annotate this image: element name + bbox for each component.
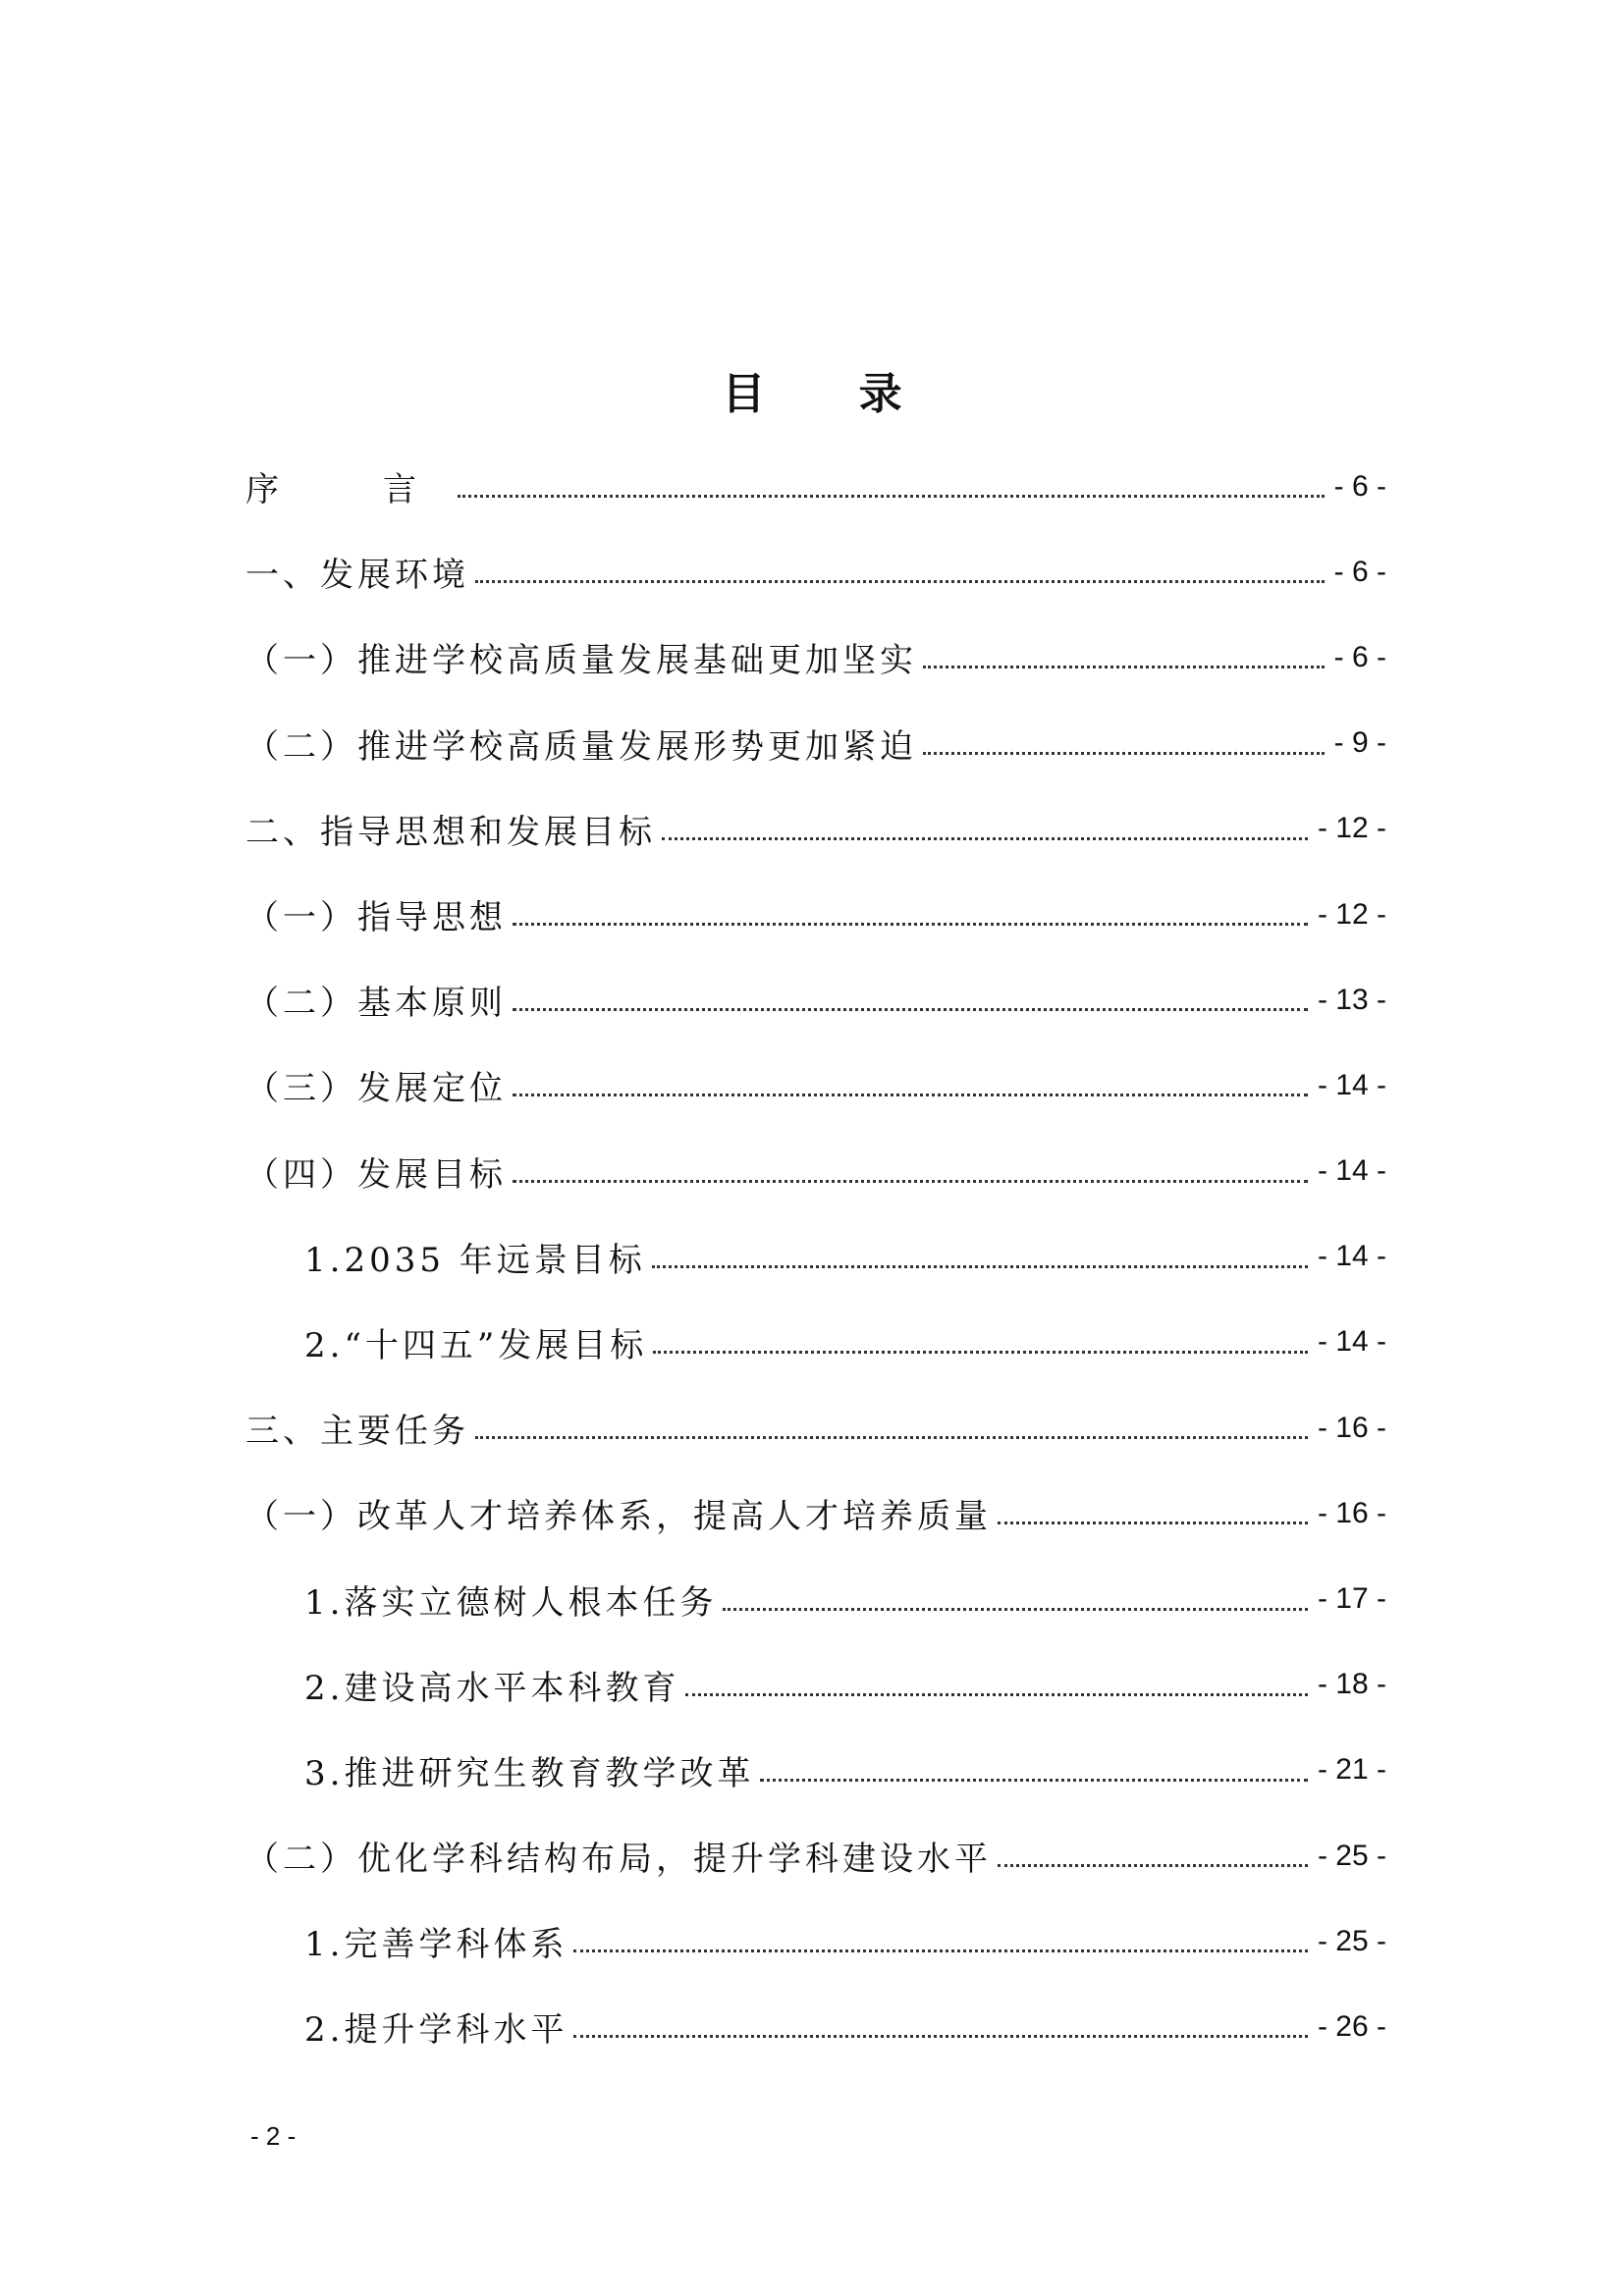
toc-entry-label: 一、发展环境 [245,556,469,596]
dot-leader [723,1608,1308,1611]
toc-entry[interactable] [245,1470,1386,1556]
toc-entry-label: 二、指导思想和发展目标 [245,812,656,852]
toc-entry[interactable] [245,614,1386,700]
dot-leader [760,1779,1308,1782]
toc-entry-page: - 6 - [1333,469,1386,503]
dot-leader [998,1864,1308,1867]
toc-entry-page: - 14 - [1317,1154,1386,1188]
dot-leader [652,1265,1308,1268]
toc-entry-page: - 17 - [1317,1582,1386,1616]
toc-entry[interactable] [245,444,1386,529]
toc-entry-page: - 25 - [1317,1924,1386,1957]
toc-entry-label: （二）推进学校高质量发展形势更加紧迫 [245,726,917,767]
toc-entry-page: - 18 - [1317,1668,1386,1701]
toc-entry-page: - 26 - [1317,2009,1386,2043]
dot-leader [513,923,1308,926]
toc-title: 目 录 [722,369,942,419]
toc-entry-page: - 6 - [1333,640,1386,673]
toc-entry[interactable] [245,1129,1386,1214]
toc-entry-label: （一）指导思想 [245,898,507,938]
dot-leader [685,1693,1308,1696]
toc-entry[interactable] [245,529,1386,614]
toc-entry-page: - 13 - [1317,983,1386,1016]
toc-entry-page: - 6 - [1333,555,1386,588]
toc-entry[interactable] [245,957,1386,1042]
toc-entry-label: （三）发展定位 [245,1069,507,1109]
toc-entry-label: 2.提升学科水平 [304,2010,568,2051]
dot-leader [573,1949,1308,1952]
toc-entry-label: 1.落实立德树人根本任务 [304,1582,718,1623]
toc-entry-label: 三、主要任务 [245,1412,469,1452]
toc-entry-page: - 14 - [1317,1325,1386,1359]
toc-entry[interactable] [245,1728,1386,1813]
toc-entry[interactable] [245,1042,1386,1128]
dot-leader [923,752,1325,755]
toc-entry[interactable] [245,1984,1386,2069]
dot-leader [573,2035,1308,2038]
toc-entry-page: - 12 - [1317,812,1386,845]
page-number-footer: - 2 - [250,2121,297,2151]
dot-leader [998,1522,1308,1524]
toc-entry[interactable] [245,1898,1386,1984]
dot-leader [475,580,1325,583]
dot-leader [923,666,1325,668]
dot-leader [653,1351,1308,1354]
toc-entry-label: （四）发展目标 [245,1154,507,1195]
dot-leader [513,1008,1308,1011]
dot-leader [662,837,1308,840]
toc-entry-label: 1.2035 年远景目标 [304,1240,646,1280]
table-of-contents [245,444,1386,2070]
toc-entry-label: 序 言 [245,470,452,510]
toc-entry[interactable] [245,872,1386,957]
toc-entry-label: （一）改革人才培养体系，提高人才培养质量 [245,1497,992,1537]
toc-entry-label: 1.完善学科体系 [304,1925,568,1965]
toc-entry[interactable] [245,1300,1386,1385]
toc-entry[interactable] [245,1385,1386,1470]
toc-entry-page: - 21 - [1317,1753,1386,1787]
dot-leader [513,1180,1308,1183]
toc-entry[interactable] [245,1214,1386,1300]
toc-entry[interactable] [245,786,1386,872]
toc-entry[interactable] [245,1813,1386,1898]
toc-entry-label: （二）优化学科结构布局，提升学科建设水平 [245,1840,992,1880]
toc-entry-page: - 14 - [1317,1068,1386,1101]
toc-entry-label: 2.“十四五”发展目标 [304,1325,648,1365]
toc-entry-page: - 9 - [1333,726,1386,760]
dot-leader [458,495,1325,498]
toc-entry[interactable] [245,1556,1386,1641]
toc-entry-page: - 14 - [1317,1240,1386,1273]
toc-entry[interactable] [245,701,1386,786]
dot-leader [475,1436,1308,1439]
toc-entry-page: - 16 - [1317,1411,1386,1444]
dot-leader [513,1094,1308,1096]
toc-entry-label: 3.推进研究生教育教学改革 [304,1753,755,1793]
toc-entry-page: - 12 - [1317,897,1386,931]
toc-entry-label: 2.建设高水平本科教育 [304,1668,680,1708]
toc-entry-page: - 25 - [1317,1839,1386,1872]
toc-entry[interactable] [245,1642,1386,1728]
toc-entry-label: （二）基本原则 [245,984,507,1024]
toc-entry-page: - 16 - [1317,1496,1386,1529]
toc-entry-label: （一）推进学校高质量发展基础更加坚实 [245,641,917,681]
